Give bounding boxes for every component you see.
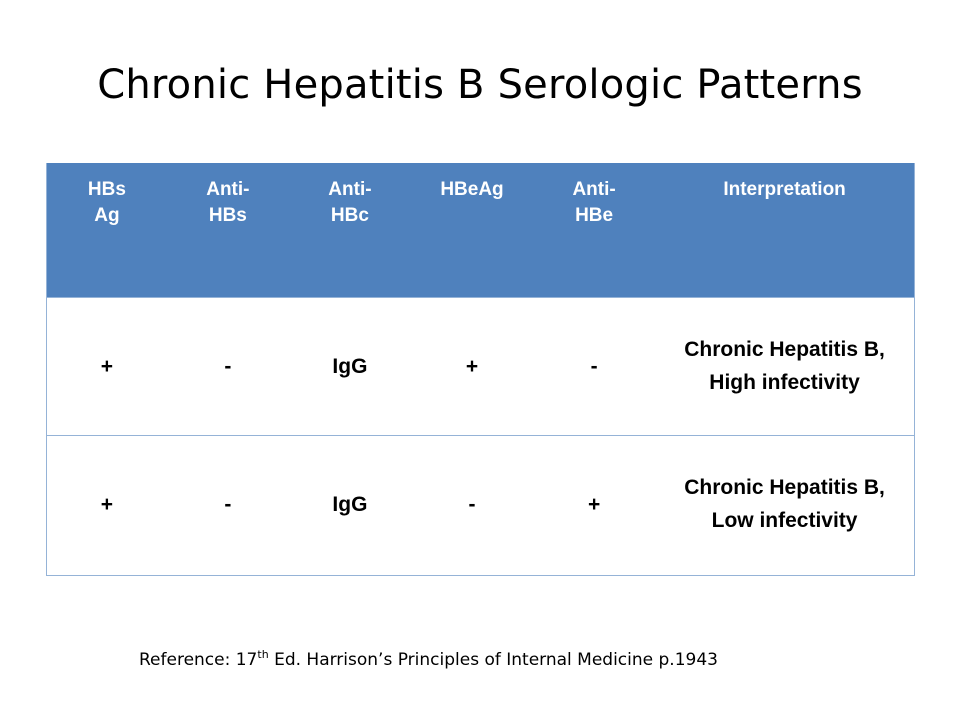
table-row [47, 435, 914, 573]
cell-hbeag: - [411, 435, 533, 573]
cell-interpretation: Chronic Hepatitis B, Low infectivity [655, 435, 914, 573]
reference-citation: Reference: 17th Ed. Harrison’s Principles of Internal Medicine p.1943 [139, 648, 718, 670]
cell-anti-hbe: - [533, 297, 655, 435]
cell-interpretation: Chronic Hepatitis B, High infectivity [655, 297, 914, 435]
cell-hbsag: + [47, 297, 167, 435]
cell-anti-hbe: + [533, 435, 655, 573]
header-anti-hbe: Anti- HBe [533, 163, 655, 297]
header-anti-hbs: Anti- HBs [167, 163, 289, 297]
cell-anti-hbc: IgG [289, 297, 411, 435]
cell-anti-hbs: - [167, 297, 289, 435]
cell-anti-hbs: - [167, 435, 289, 573]
cell-hbsag: + [47, 435, 167, 573]
header-anti-hbc: Anti- HBc [289, 163, 411, 297]
table-row [47, 297, 914, 435]
header-hbeag: HBeAg [411, 163, 533, 297]
table-header-row [47, 163, 914, 297]
header-hbsag: HBs Ag [47, 163, 167, 297]
slide-title: Chronic Hepatitis B Serologic Patterns [97, 62, 863, 108]
cell-anti-hbc: IgG [289, 435, 411, 573]
serology-table [47, 163, 914, 573]
cell-hbeag: + [411, 297, 533, 435]
header-interpretation: Interpretation [655, 163, 914, 297]
